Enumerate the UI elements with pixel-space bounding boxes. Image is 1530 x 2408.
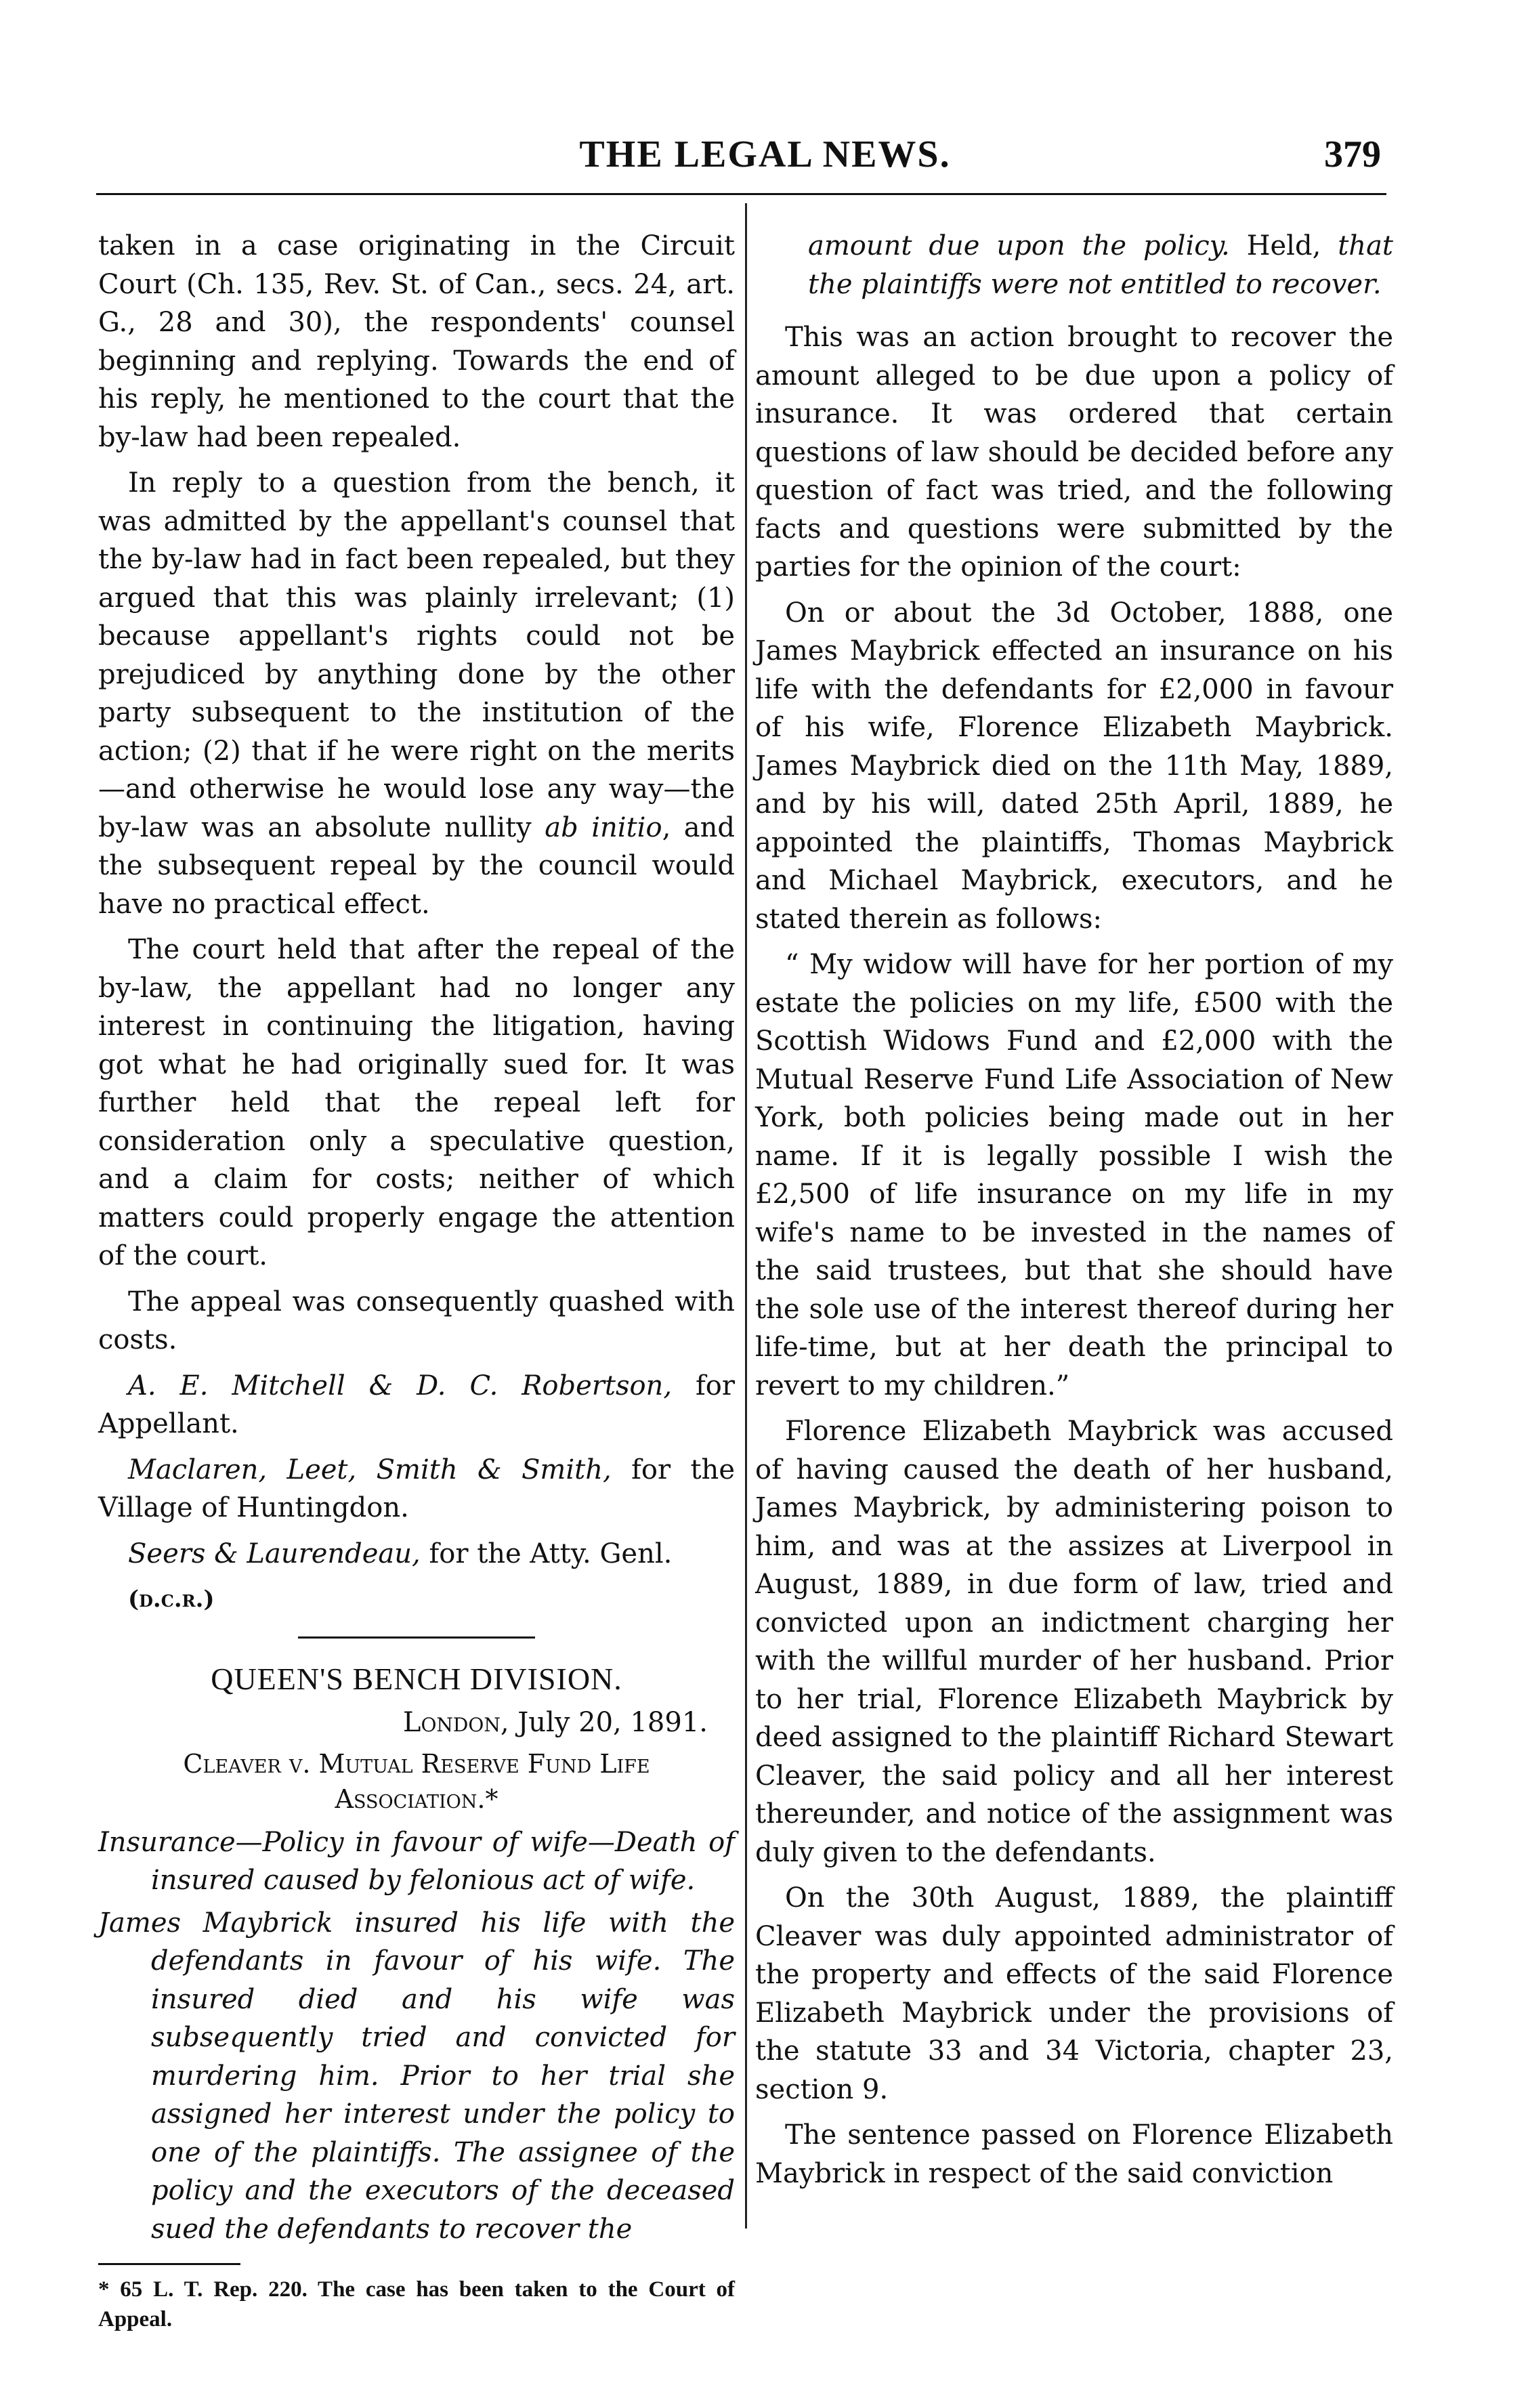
right-paragraph-1: This was an action brought to recover the amount alleged to be due upon a policy of insurance. It was ordered that certain questions of law should be decided before any question of fact was tried, and the following facts and questions were submitted by the parties for the opinion of the court: (755, 322, 1393, 583)
place-date (98, 1704, 735, 1742)
headnote-summary-continued (755, 227, 1393, 303)
counsel-village (98, 1451, 735, 1527)
page-number: 379 (1324, 133, 1381, 175)
left-paragraph-2 (98, 464, 735, 923)
running-head-title: THE LEGAL NEWS. (579, 133, 951, 175)
headnote-cont-b: that the plaintiffs were not entitled to recover. (808, 230, 1393, 300)
footnote-rule (98, 2263, 240, 2265)
right-paragraph-3: Florence Elizabeth Maybrick was accused of having caused the death of her husband, James Maybrick, by administering poison to him, and was at the assizes at Liverpool in August, 1889, in due form of law, tried and convicted upon an indictment charging her with the willful murder of her husband. Prior to her trial, Florence Elizabeth Maybrick by deed assigned to the plaintiff Richard Stewart Cleaver, the said policy and all her interest thereunder, and notice of the assignment was duly given to the defendants. (755, 1416, 1393, 1868)
place: London, (402, 1707, 509, 1738)
left-column (98, 227, 735, 2342)
left-paragraph-3: The court held that after the repeal of the by-law, the appellant had no longer any interest in continuing the litigation, having got what he had originally sued for. It was further held that the repeal left for consideration only a speculative question, and a claim for costs; neither of which matters could properly engage the attention of the court. (98, 934, 735, 1271)
headnote-keywords: Insurance—Policy in favour of wife—Death of insured caused by felonious act of wife. (98, 1826, 735, 1896)
counsel-appellant (98, 1367, 735, 1443)
right-paragraph-4: On the 30th August, 1889, the plaintiff Cleaver was duly appointed administrator of the property and effects of the said Florence Elizabeth Maybrick under the provisions of the statute 33 and 34 Victoria, chapter 23, section 9. (755, 1882, 1393, 2105)
right-paragraph-2: On or about the 3d October, 1888, one James Maybrick effected an insurance on his life with the defendants for £2,000 in favour of his wife, Florence Elizabeth Maybrick. James Maybrick died on the 11th May, 1889, and by his will, dated 25th April, 1889, he appointed the plaintiffs, Thomas Maybrick and Michael Maybrick, executors, and he stated therein as follows: (755, 597, 1393, 935)
left-paragraph-2-text-a: In reply to a question from the bench, it was admitted by the appellant's counsel that the by-law had in fact been repealed, but they argued that this was plainly irrelevant; (1) because appellant's rights could not be prejudiced by anything done by the other party subsequent to the institution of the action; (2) that if he were right on the merits —and otherwise he would lose any way—the by-law was an absolute nullity (98, 467, 735, 843)
left-paragraph-4: The appeal was consequently quashed with costs. (98, 1286, 735, 1355)
left-paragraph-2-italic: ab initio (545, 811, 662, 843)
left-paragraph-2-text-b: , and the subsequent repeal by the council would have no practical effect. (98, 811, 735, 920)
counsel-appellant-role: for Appellant. (98, 1370, 735, 1439)
right-paragraph-5: The sentence passed on Florence Elizabeth Maybrick in respect of the said conviction (755, 2119, 1393, 2189)
counsel-attorney-names: Seers & Laurendeau, (128, 1538, 421, 1569)
date: July 20, 1891. (509, 1707, 708, 1738)
counsel-appellant-names: A. E. Mitchell & D. C. Robertson, (128, 1370, 673, 1401)
will-quotation: “ My widow will have for her portion of my estate the policies on my life, £500 with the Scottish Widows Fund and £2,000 with the Mutual Reserve Fund Life Association of New York, both policies being made out in her name. If it is legally possible I wish the £2,500 of life insurance on my life in my wife's name to be invested in the names of the said trustees, but that she should have the sole use of the interest thereof during her life-time, but at her death the principal to revert to my children.” (755, 949, 1393, 1401)
headnote-summary: James Maybrick insured his life with the defendants in favour of his wife. The insured died and his wife was subsequently tried and convicted for murdering him. Prior to her trial she assigned her interest under the policy to one of the plaintiffs. The assignee of the policy and the executors of the deceased sued the defendants to recover the (98, 1907, 735, 2245)
counsel-attorney (98, 1535, 735, 1573)
headnote-held: Held, (1229, 230, 1338, 261)
right-column (755, 227, 1393, 2200)
footnote: * 65 L. T. Rep. 220. The case has been taken to the Court of Appeal. (98, 2277, 735, 2331)
counsel-attorney-role: for the Atty. Genl. (420, 1538, 673, 1569)
reporter-initials: (d.c.r.) (128, 1586, 215, 1613)
section-title: QUEEN'S BENCH DIVISION. (211, 1661, 622, 1696)
counsel-village-role: for the Village of Huntingdon. (98, 1454, 735, 1523)
counsel-village-names: Maclaren, Leet, Smith & Smith, (128, 1454, 612, 1485)
header-rule (96, 193, 1386, 195)
headnote-cont-a: amount due upon the policy. (808, 230, 1230, 261)
case-title: Cleaver v. Mutual Reserve Fund Life Association.* (183, 1748, 650, 1814)
left-paragraph-1: taken in a case originating in the Circuit Court (Ch. 135, Rev. St. of Can., secs. 24, art. G., 28 and 30), the respondents' counsel beginning and replying. Towards the end of his reply, he mentioned to the court that the by-law had been repealed. (98, 230, 735, 453)
section-rule (298, 1636, 535, 1639)
column-divider (745, 203, 747, 2229)
